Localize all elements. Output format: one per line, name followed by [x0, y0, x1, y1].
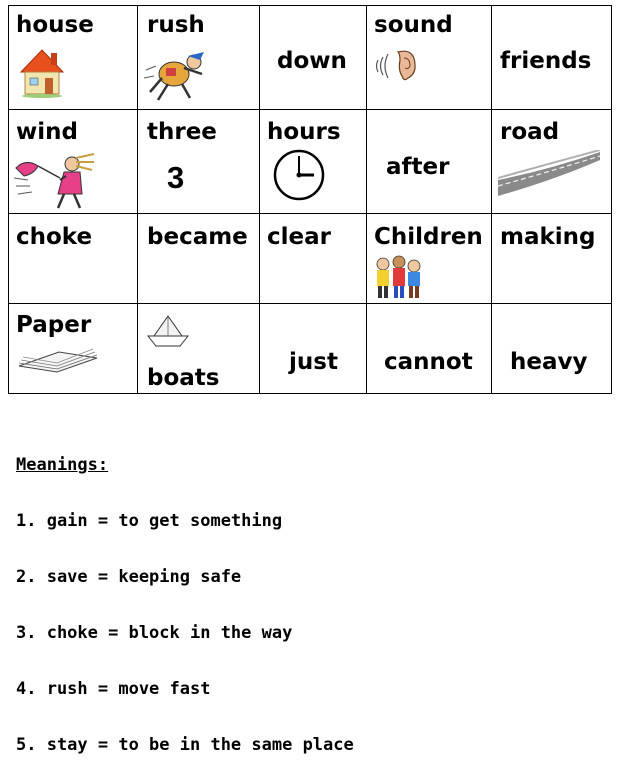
grid-cell-cannot	[366, 303, 491, 394]
grid-cell-paper	[8, 303, 137, 394]
grid-cell-sound	[366, 5, 491, 109]
windblown-person-icon	[14, 150, 98, 212]
word-making: making	[500, 224, 596, 250]
grid-cell-hours	[259, 109, 366, 213]
grid-cell-friends	[491, 5, 612, 109]
meaning-item: 5. stay = to be in the same place	[16, 735, 354, 755]
grid-cell-down	[259, 5, 366, 109]
word-just: just	[289, 349, 338, 375]
word-clear: clear	[267, 224, 331, 250]
grid-cell-choke	[8, 213, 137, 303]
grid-cell-making	[491, 213, 612, 303]
meaning-item: 2. save = keeping safe	[16, 567, 242, 587]
grid-cell-boats	[137, 303, 259, 394]
meaning-item: 3. choke = block in the way	[16, 623, 293, 643]
grid-cell-wind	[8, 109, 137, 213]
paper-stack-icon	[17, 346, 99, 374]
meanings-title: Meanings:	[16, 455, 109, 475]
road-icon	[498, 150, 600, 196]
word-down: down	[277, 48, 347, 74]
children-icon	[373, 254, 423, 302]
word-boats: boats	[147, 365, 220, 391]
word-children: Children	[374, 224, 483, 250]
running-person-icon	[144, 46, 216, 106]
grid-cell-clear	[259, 213, 366, 303]
meaning-item: 1. gain = to get something	[16, 511, 283, 531]
word-house: house	[16, 12, 94, 38]
grid-cell-just	[259, 303, 366, 394]
word-paper: Paper	[16, 312, 92, 338]
grid-cell-children	[366, 213, 491, 303]
word-after: after	[386, 154, 450, 180]
grid-cell-after	[366, 109, 491, 213]
word-friends: friends	[500, 48, 592, 74]
word-hours: hours	[267, 119, 341, 145]
word-rush: rush	[147, 12, 205, 38]
grid-cell-three	[137, 109, 259, 213]
word-became: became	[147, 224, 248, 250]
word-choke: choke	[16, 224, 93, 250]
word-grid	[8, 5, 612, 394]
word-three: three	[147, 119, 217, 145]
meaning-item: 4. rush = move fast	[16, 679, 211, 699]
grid-cell-heavy	[491, 303, 612, 394]
word-heavy: heavy	[510, 349, 588, 375]
grid-cell-house	[8, 5, 137, 109]
word-sound: sound	[374, 12, 453, 38]
word-cannot: cannot	[384, 349, 473, 375]
word-wind: wind	[16, 119, 78, 145]
paper-boat-icon	[146, 314, 190, 348]
word-three-digit: 3	[167, 160, 185, 195]
grid-cell-road	[491, 109, 612, 213]
clock-icon	[272, 148, 326, 202]
grid-cell-became	[137, 213, 259, 303]
ear-icon	[372, 46, 420, 86]
house-icon	[17, 46, 67, 100]
word-road: road	[500, 119, 560, 145]
grid-cell-rush	[137, 5, 259, 109]
